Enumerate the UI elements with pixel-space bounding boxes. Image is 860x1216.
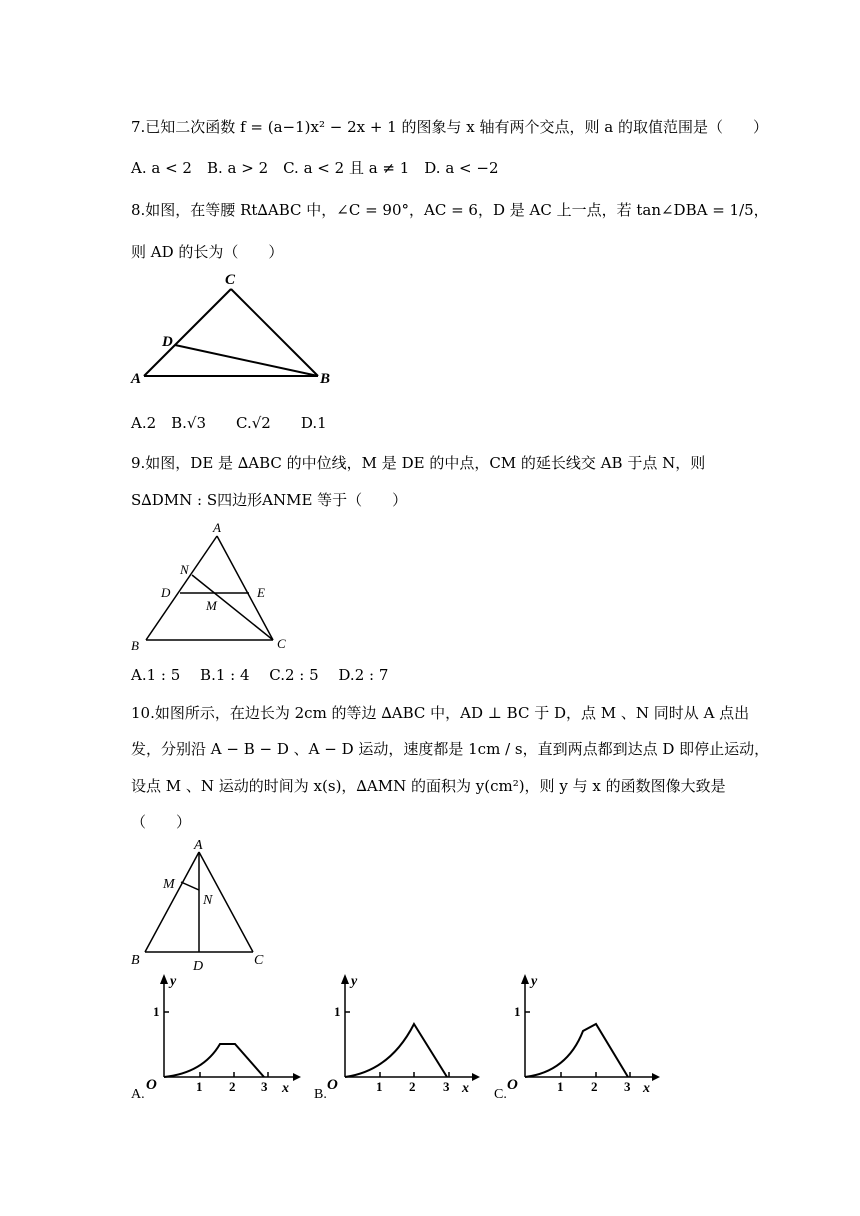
- x-tick-label-2: 2: [229, 1079, 236, 1094]
- q10-stem-line2: 发，分别沿 A − B − D 、A − D 运动，速度都是 1cm / s，直到两点都到达点 D 即停止运动，: [131, 740, 770, 758]
- q8-stem-line1: 8.如图，在等腰 Rt∆ABC 中，∠C = 90°，AC = 6，D 是 AC 上一点，若 tan∠DBA = 1/5，: [131, 201, 769, 219]
- y-tick-label: 1: [334, 1004, 341, 1019]
- q8-label-b: B: [320, 371, 331, 387]
- q9-label-a: A: [213, 522, 221, 535]
- x-tick-label-1: 1: [557, 1079, 564, 1094]
- x-axis-arrow: [652, 1073, 660, 1081]
- q10-graph-b: [312, 968, 487, 1103]
- y-axis-label: y: [531, 974, 538, 989]
- y-axis-arrow: [160, 974, 168, 984]
- y-axis-label: y: [170, 974, 177, 989]
- graph-curve: [164, 1044, 264, 1077]
- q8-segment-cb: [231, 289, 318, 376]
- q10-triangle-figure: [128, 836, 273, 976]
- q9-label-c: C: [277, 636, 286, 651]
- x-axis-label: x: [462, 1081, 469, 1096]
- q9-options: A.1 : 5 B.1 : 4 C.2 : 5 D.2 : 7: [131, 666, 389, 684]
- origin-label: O: [146, 1077, 157, 1093]
- y-axis-arrow: [521, 974, 529, 984]
- q9-label-d: D: [161, 585, 171, 600]
- graph-curve: [525, 1024, 628, 1077]
- q9-segment-ab: [146, 536, 217, 640]
- q8-label-a: A: [131, 371, 142, 387]
- x-tick-label-3: 3: [443, 1079, 450, 1094]
- q8-options: A.2 B.√3 C.√2 D.1: [131, 414, 327, 432]
- x-tick-label-2: 2: [409, 1079, 416, 1094]
- y-tick-label: 1: [153, 1004, 160, 1019]
- y-axis-label: y: [351, 974, 358, 989]
- q10-label-m: M: [163, 877, 175, 892]
- q9-stem-line2: S∆DMN : S四边形ANME 等于（ ）: [131, 491, 408, 509]
- q8-segment-ac: [144, 289, 231, 376]
- q9-label-n: N: [180, 562, 189, 577]
- q8-label-d: D: [162, 334, 173, 350]
- x-tick-label-3: 3: [624, 1079, 631, 1094]
- q10-segment-ab: [145, 852, 199, 952]
- q10-label-a: A: [194, 838, 203, 853]
- y-tick-label: 1: [514, 1004, 521, 1019]
- q10-stem-line4: （ ）: [131, 813, 192, 831]
- x-axis-arrow: [472, 1073, 480, 1081]
- x-axis-label: x: [643, 1081, 650, 1096]
- origin-label: O: [507, 1077, 518, 1093]
- q10-graph-a: [128, 968, 308, 1103]
- x-axis-arrow: [293, 1073, 301, 1081]
- q10-label-n: N: [203, 893, 213, 908]
- q10-stem-line1: 10.如图所示，在边长为 2cm 的等边 ∆ABC 中，AD ⊥ BC 于 D，点 M 、N 同时从 A 点出: [131, 704, 750, 722]
- x-tick-label-1: 1: [376, 1079, 383, 1094]
- q9-label-b: B: [131, 638, 139, 652]
- q9-label-e: E: [257, 585, 265, 600]
- x-tick-label-3: 3: [261, 1079, 268, 1094]
- q8-label-c: C: [225, 272, 236, 288]
- q7-stem: 7.已知二次函数 f = (a−1)x² − 2x + 1 的图象与 x 轴有两个交点，则 a 的取值范围是（ ）: [131, 118, 768, 136]
- q8-segment-db: [175, 345, 318, 376]
- q10-segment-mn: [181, 882, 199, 890]
- option-label: A.: [131, 1087, 145, 1102]
- option-label: C.: [494, 1087, 507, 1102]
- q10-label-c: C: [254, 953, 264, 968]
- origin-label: O: [327, 1077, 338, 1093]
- x-axis-label: x: [282, 1081, 289, 1096]
- q10-label-b: B: [131, 953, 140, 968]
- q10-label-d: D: [193, 959, 204, 974]
- graph-curve: [345, 1024, 447, 1077]
- q8-stem-line2: 则 AD 的长为（ ）: [131, 243, 284, 261]
- q10-stem-line3: 设点 M 、N 运动的时间为 x(s)，∆AMN 的面积为 y(cm²)，则 y 与 x 的函数图像大致是: [131, 777, 726, 795]
- q9-label-m: M: [206, 598, 217, 613]
- q7-options: A. a < 2 B. a > 2 C. a < 2 且 a ≠ 1 D. a < −2: [131, 159, 499, 177]
- q8-triangle-figure: [128, 268, 343, 390]
- q10-graph-c: [492, 968, 667, 1103]
- option-label: B.: [314, 1087, 327, 1102]
- q9-triangle-figure: [128, 522, 303, 652]
- x-tick-label-1: 1: [196, 1079, 203, 1094]
- q9-stem-line1: 9.如图，DE 是 ∆ABC 的中位线，M 是 DE 的中点，CM 的延长线交 AB 于点 N，则: [131, 454, 706, 472]
- x-tick-label-2: 2: [591, 1079, 598, 1094]
- y-axis-arrow: [341, 974, 349, 984]
